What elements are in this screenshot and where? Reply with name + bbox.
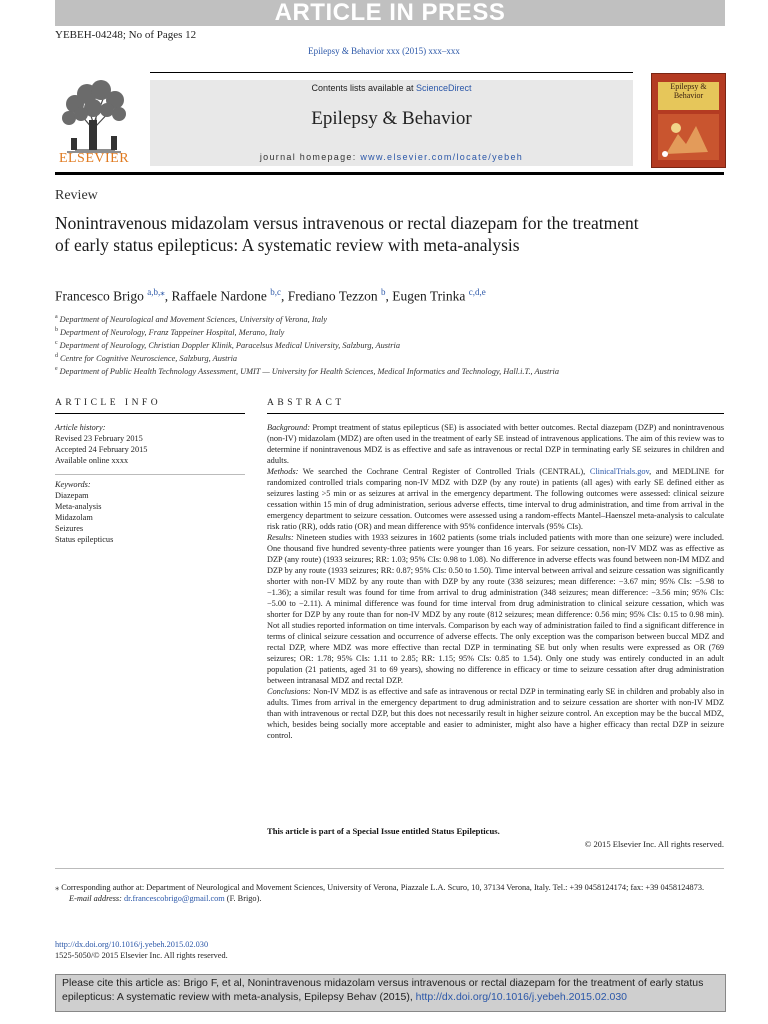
affiliation-text: Department of Neurological and Movement Sciences, University of Verona, Italy xyxy=(59,314,328,324)
author-name[interactable]: Francesco Brigo xyxy=(55,288,144,304)
corresponding-author-text: ⁎ Corresponding author at: Department of Neurological and Movement Sciences, University of Verona, Piazzale L.A. Scuro, 10, 37134 Verona, Italy. Tel.: +39 0458124174; fax: +39 0458124873. xyxy=(55,883,705,892)
abstract-methods-label: Methods: xyxy=(267,467,299,476)
article-info-heading: ARTICLE INFO xyxy=(55,398,162,408)
history-item: Accepted 24 February 2015 xyxy=(55,445,148,454)
document-id: YEBEH-04248; No of Pages 12 xyxy=(55,29,197,41)
abstract-body xyxy=(267,422,724,741)
author-separator: , xyxy=(385,288,393,304)
citation-box xyxy=(55,974,726,1012)
author-name[interactable]: Raffaele Nardone xyxy=(171,288,267,304)
journal-title: Epilepsy & Behavior xyxy=(311,108,472,129)
article-in-press-banner: ARTICLE IN PRESS xyxy=(55,0,725,26)
abstract-results-text: Nineteen studies with 1933 seizures in 1602 patients (some trials included patients with more than one seizure) were included. One thousand five hundred seventy-three patients were younger than 16 years. For seizure cessation, non-IV MDZ was as effective as DZP (any route) (1933 seizures; RR: 1.03; 95% CIs: 0.98 to 1.08). No difference in adverse effects was found between non-IM MDZ and DZP by any route (1933 seizures; RR: 0.87; 95% CIs: 0.50 to 1.50). Time interval between arrival and seizure cessation was significantly shorter with non-IV MDZ by any route than with DZP by any route (338 seizures; mean difference: −3.67 min; 95% CIs: −5.98 to −1.36); a similar result was found for time from arrival to drug administration (348 seizures; mean difference: −3.56 min; 95% CIs: −5.00 to −2.11). A minimal difference was found for time interval from drug administration to clinical seizure cessation, which was shorter for DZP by any route than for non-IV MDZ by any route (812 seizures; mean difference: 0.56 min; 95% CIs: 0.15 to 0.98 min). Not all studies reported information on time intervals. Comparison by each way of administration failed to find a significant difference in terms of clinical seizure cessation and occurrence of adverse effects. The only exception was the comparison between buccal MDZ and rectal DZP, where MDZ was more effective than rectal DZP in terminating SE but only when results were expressed as OR (769 seizures; OR: 1.78; 95% CIs: 1.11 to 2.85; RR: 1.15; 95% CIs: 0.85 to 1.54). Only one study was entirely conducted in an adult population (21 patients, aged 31 to 69 years), showing no difference in efficacy or time to seizure cessation after drug administration between intranasal MDZ and rectal DZP. xyxy=(267,533,724,685)
elsevier-wordmark: ELSEVIER xyxy=(58,151,130,166)
affiliation-item xyxy=(55,351,715,364)
citation-doi-link[interactable]: http://dx.doi.org/10.1016/j.yebeh.2015.02.030 xyxy=(415,990,628,1003)
affiliation-item xyxy=(55,338,715,351)
header-bottom-rule xyxy=(55,172,724,175)
affiliation-mark: d xyxy=(55,352,58,359)
affiliation-mark: b xyxy=(55,326,58,333)
sciencedirect-link[interactable]: ScienceDirect xyxy=(416,83,472,93)
history-item: Available online xxxx xyxy=(55,456,129,465)
email-label: E-mail address: xyxy=(69,894,122,903)
article-history-label: Article history: xyxy=(55,423,106,432)
affiliation-text: Department of Neurology, Christian Doppler Klinik, Paracelsus Medical University, Salzburg, Austria xyxy=(59,340,400,350)
contents-available-line xyxy=(150,83,633,93)
abstract-results xyxy=(267,532,724,686)
article-type-label: Review xyxy=(55,188,98,203)
contents-prefix: Contents lists available at xyxy=(311,83,417,93)
author-separator: , xyxy=(164,288,172,304)
email-line xyxy=(55,893,724,904)
affiliation-text: Centre for Cognitive Neuroscience, Salzburg, Austria xyxy=(60,353,238,363)
author-affiliation-marks[interactable]: b xyxy=(380,287,386,297)
abstract-results-label: Results: xyxy=(267,533,294,542)
author-name[interactable]: Eugen Trinka xyxy=(392,288,466,304)
abstract-background-text: Prompt treatment of status epilepticus (SE) is associated with better outcomes. Rectal diazepam (DZP) and nonintravenous (non-IV) midazolam (MDZ) are often used in the treatment of early SE instead of intravenous applications. The aim of this review was to determine if nonintravenous MDZ is as effective and safe as intravenous or rectal DZP in terminating early SE seizures in children and adults. xyxy=(267,423,724,465)
author-list xyxy=(55,287,486,305)
doi-block xyxy=(55,939,228,961)
journal-cover-thumbnail xyxy=(651,73,726,168)
keyword-item: Status epilepticus xyxy=(55,535,114,544)
cover-art-icon xyxy=(658,114,719,160)
history-item: Revised 23 February 2015 xyxy=(55,434,143,443)
article-info-rule xyxy=(55,413,245,414)
affiliation-item xyxy=(55,325,715,338)
journal-homepage-link[interactable]: www.elsevier.com/locate/yebeh xyxy=(360,152,524,162)
clinicaltrials-link[interactable]: ClinicalTrials.gov xyxy=(589,467,650,476)
affiliation-text: Department of Public Health Technology Assessment, UMIT — University for Health Sciences, Medical Informatics and Technology, Hall.i.T., Austria xyxy=(59,366,559,376)
keywords-block xyxy=(55,479,245,545)
affiliation-text: Department of Neurology, Franz Tappeiner Hospital, Merano, Italy xyxy=(60,327,285,337)
author-affiliation-marks[interactable]: b,c xyxy=(270,287,281,297)
special-issue-note: This article is part of a Special Issue entitled Status Epilepticus. xyxy=(267,826,500,836)
affiliation-mark: e xyxy=(55,365,58,372)
footnote-rule xyxy=(55,868,724,869)
keyword-item: Seizures xyxy=(55,524,84,533)
affiliation-list xyxy=(55,312,715,377)
abstract-methods-text: , and MEDLINE for randomized controlled trials comparing non-IV MDZ with DZP (by any route) in patients (all ages) with early SE defined either as seizures lasting >5 min or as seizures at arrival in the emergency department. The following outcomes were assessed: clinical seizure cessation within 15 min of drug administration, serious adverse effects, time interval to drug administration, and time from arrival in the emergency department to seizure cessation. Outcomes were assessed using a random-effects Mantel–Haenszel meta-analysis to calculate risk ratio (RR), odds ratio (OR) and mean difference with 95% confidence intervals (95% CIs). xyxy=(267,467,724,531)
keyword-item: Diazepam xyxy=(55,491,89,500)
copyright-line: © 2015 Elsevier Inc. All rights reserved. xyxy=(584,839,724,849)
author-email-link[interactable]: dr.francescobrigo@gmail.com xyxy=(124,894,225,903)
issn-line: 1525-5050/© 2015 Elsevier Inc. All rights reserved. xyxy=(55,951,228,960)
journal-citation-link[interactable]: Epilepsy & Behavior xxx (2015) xxx–xxx xyxy=(308,46,460,56)
article-info-divider xyxy=(55,474,245,475)
abstract-background xyxy=(267,422,724,466)
cover-title: Epilepsy & Behavior xyxy=(658,82,719,110)
citation-text: Please cite this article as: Brigo F, et al, Nonintravenous midazolam versus intravenous or rectal diazepam for the treatment of early status epilepticus: A systematic review with meta-analysis, Epilepsy Behav (2015), xyxy=(62,977,704,1003)
abstract-rule xyxy=(267,413,724,414)
author-name[interactable]: Frediano Tezzon xyxy=(287,288,378,304)
abstract-methods-text: We searched the Cochrane Central Register of Controlled Trials (CENTRAL), xyxy=(298,467,590,476)
affiliation-item xyxy=(55,312,715,325)
corresponding-author-note xyxy=(55,882,724,904)
abstract-methods xyxy=(267,466,724,532)
author-separator: , xyxy=(280,288,288,304)
keywords-label: Keywords: xyxy=(55,480,91,489)
article-title: Nonintravenous midazolam versus intravenous or rectal diazepam for the treatment of early status epilepticus: A systematic review with meta-analysis xyxy=(55,213,639,255)
affiliation-item xyxy=(55,364,715,377)
homepage-prefix: journal homepage: xyxy=(259,152,361,162)
abstract-conclusions-text: Non-IV MDZ is as effective and safe as intravenous or rectal DZP in terminating early SE in children and probably also in adults. Times from arrival in the emergency department to drug administration and to seizure cessation are shorter with non-IV MDZ than with intravenous or rectal DZP, but this does not necessarily result in higher seizure control. An exception may be the buccal MDZ, which, besides being socially more acceptable and easier to administer, might also have a higher efficacy than rectal DZP in seizure control. xyxy=(267,687,724,740)
affiliation-mark: c xyxy=(55,339,58,346)
abstract-heading: ABSTRACT xyxy=(267,398,345,408)
keyword-item: Meta-analysis xyxy=(55,502,102,511)
article-history xyxy=(55,422,245,466)
keyword-item: Midazolam xyxy=(55,513,93,522)
abstract-background-label: Background: xyxy=(267,423,311,432)
author-affiliation-marks[interactable]: a,b,⁎ xyxy=(147,287,165,297)
author-affiliation-marks[interactable]: c,d,e xyxy=(468,287,486,297)
header-top-rule xyxy=(150,72,633,73)
journal-masthead xyxy=(150,80,633,166)
affiliation-mark: a xyxy=(55,314,58,320)
journal-homepage-line xyxy=(150,152,633,162)
doi-link[interactable]: http://dx.doi.org/10.1016/j.yebeh.2015.02.030 xyxy=(55,940,209,949)
abstract-conclusions-label: Conclusions: xyxy=(267,687,311,696)
abstract-conclusions xyxy=(267,686,724,741)
email-suffix: (F. Brigo). xyxy=(224,894,262,903)
